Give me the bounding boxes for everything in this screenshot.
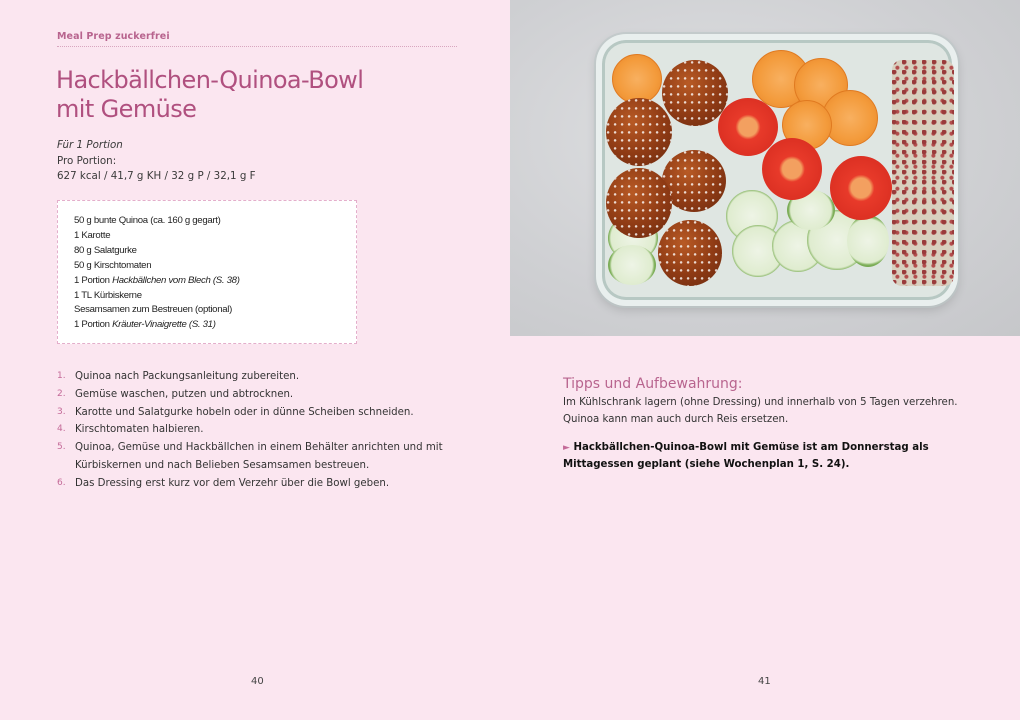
tomato-half [762, 138, 822, 200]
meatball [662, 60, 728, 126]
step-item: 5. Quinoa, Gemüse und Hackbällchen in einem Behälter anrichten und mit Kürbiskernen und nach Belieben Sesamsamen bestreuen. [57, 442, 443, 471]
portion-count: Für 1 Portion [57, 139, 123, 151]
ingredient-item: 1 TL Kürbiskerne [74, 289, 142, 301]
page-number: 41 [758, 676, 771, 687]
recipe-meta [57, 138, 256, 185]
running-head: Meal Prep zuckerfrei [57, 31, 457, 47]
cucumber-slice [608, 245, 656, 285]
meatball [658, 220, 722, 286]
nutrition-values: 627 kcal / 41,7 g KH / 32 g P / 32,1 g F [57, 170, 256, 182]
ingredient-item: 80 g Salatgurke [74, 244, 137, 256]
ingredient-item: 50 g bunte Quinoa (ca. 160 g gegart) [74, 215, 221, 226]
tips-text: Im Kühlschrank lagern (ohne Dressing) und innerhalb von 5 Tagen verzehren. Quinoa kann man auch durch Reis ersetzen. [563, 397, 958, 425]
ingredients-box [57, 200, 357, 344]
step-item: 6. Das Dressing erst kurz vor dem Verzehr über die Bowl geben. [57, 477, 390, 489]
meatball [606, 168, 672, 238]
right-page [510, 0, 1020, 720]
instruction-steps [57, 368, 457, 493]
triangle-right-icon: ► [563, 443, 570, 453]
ingredient-item: 1 Portion Hackbällchen vom Blech (S. 38) [74, 274, 240, 286]
tips-heading: Tipps und Aufbewahrung: [563, 376, 743, 392]
title-line-1: Hackbällchen-Quinoa-Bowl [56, 66, 364, 94]
ingredient-item: 1 Karotte [74, 229, 111, 241]
carrot-slice [612, 54, 662, 104]
step-item: 4. Kirschtomaten halbieren. [57, 424, 204, 436]
ingredient-item: 1 Portion Kräuter-Vinaigrette (S. 31) [74, 319, 216, 331]
quinoa [892, 60, 954, 286]
title-line-2: mit Gemüse [56, 95, 197, 123]
cucumber-slice [847, 215, 889, 267]
step-item: 1. Quinoa nach Packungsanleitung zubereiten. [57, 371, 300, 382]
ingredient-item: 50 g Kirschtomaten [74, 259, 152, 271]
ingredient-item: Sesamsamen zum Bestreuen (optional) [74, 304, 233, 316]
recipe-title [56, 66, 363, 124]
recipe-reference: Hackbällchen vom Blech (S. 38) [112, 274, 240, 286]
step-item: 2. Gemüse waschen, putzen und abtrocknen. [57, 388, 294, 400]
meal-prep-container [596, 34, 958, 306]
recipe-reference: Kräuter-Vinaigrette (S. 31) [112, 319, 216, 331]
meatball [606, 98, 672, 166]
tomato-half [830, 156, 892, 220]
food-photo [510, 0, 1020, 336]
page-number: 40 [251, 676, 264, 687]
meal-plan-reference-text: Hackbällchen-Quinoa-Bowl mit Gemüse ist am Donnerstag als Mittagessen geplant (siehe Wochenplan 1, S. 24). [563, 442, 929, 470]
per-portion-label: Pro Portion: [57, 154, 117, 167]
step-item: 3. Karotte und Salatgurke hobeln oder in dünne Scheiben schneiden. [57, 406, 414, 418]
meal-plan-reference [563, 440, 983, 473]
